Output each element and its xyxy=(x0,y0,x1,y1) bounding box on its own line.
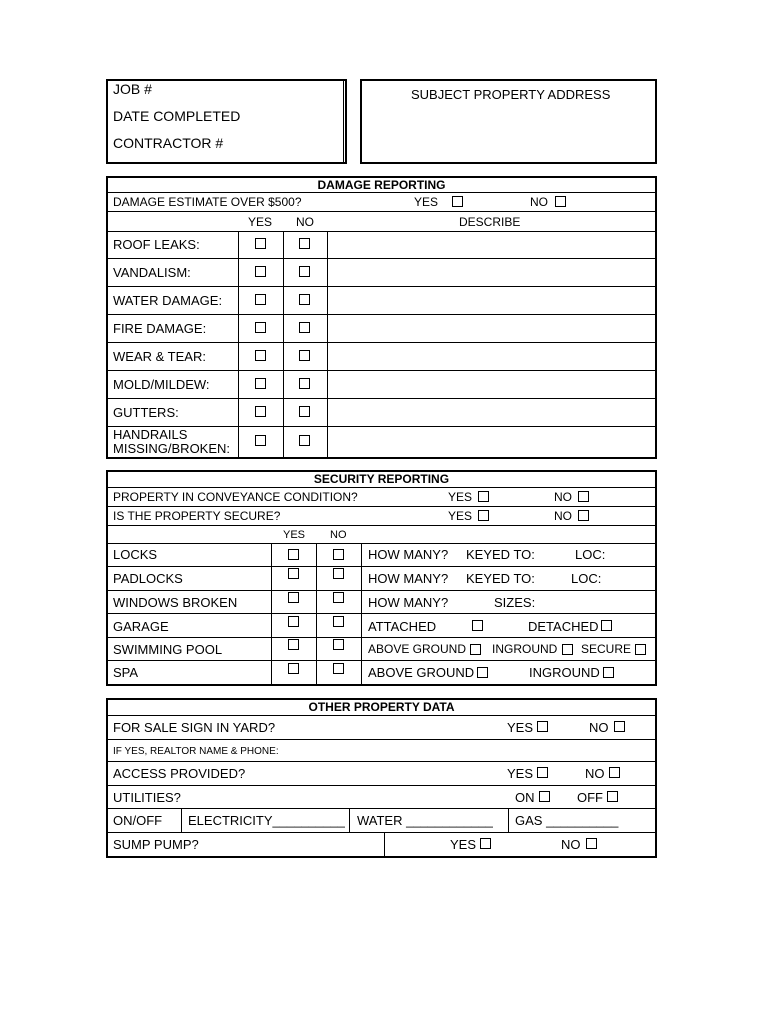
damage-row-label: VANDALISM: xyxy=(113,265,191,280)
conveyance-yes-label: YES xyxy=(448,490,473,504)
garage-attached-label: ATTACHED xyxy=(368,619,437,634)
fire-damage-yes-checkbox[interactable] xyxy=(255,322,266,333)
column-line xyxy=(327,231,328,458)
column-line xyxy=(316,543,317,685)
spa-label: SPA xyxy=(113,665,139,680)
windows-yes-checkbox[interactable] xyxy=(288,592,299,603)
sump-pump-no-label: NO xyxy=(561,837,581,852)
date-completed-label: DATE COMPLETED xyxy=(113,108,241,124)
padlocks-how-many: HOW MANY? xyxy=(368,571,449,586)
divider xyxy=(107,342,656,343)
pool-inground-checkbox[interactable] xyxy=(562,644,573,655)
damage-describe-header: DESCRIBE xyxy=(459,215,521,229)
divider xyxy=(107,660,656,661)
spa-above-ground-label: ABOVE GROUND xyxy=(368,665,475,680)
divider xyxy=(107,566,656,567)
divider xyxy=(107,258,656,259)
garage-no-checkbox[interactable] xyxy=(333,616,344,627)
pool-secure-checkbox[interactable] xyxy=(635,644,646,655)
wear-tear-yes-checkbox[interactable] xyxy=(255,350,266,361)
damage-estimate-yes-label: YES xyxy=(414,195,439,209)
pool-above-ground-checkbox[interactable] xyxy=(470,644,481,655)
pool-yes-checkbox[interactable] xyxy=(288,639,299,650)
garage-detached-checkbox[interactable] xyxy=(601,620,612,631)
contractor-number-label: CONTRACTOR # xyxy=(113,135,224,151)
divider xyxy=(107,231,656,232)
damage-estimate-no-checkbox[interactable] xyxy=(555,196,566,207)
pool-no-checkbox[interactable] xyxy=(333,639,344,650)
divider xyxy=(107,543,656,544)
handrails-label-line2: MISSING/BROKEN: xyxy=(113,441,231,456)
utilities-question: UTILITIES? xyxy=(113,790,181,805)
locks-loc: LOC: xyxy=(575,547,606,562)
windows-how-many: HOW MANY? xyxy=(368,595,449,610)
utilities-off-label: OFF xyxy=(577,790,603,805)
security-no-header: NO xyxy=(330,529,347,541)
conveyance-question: PROPERTY IN CONVEYANCE CONDITION? xyxy=(113,490,358,504)
garage-attached-checkbox[interactable] xyxy=(472,620,483,631)
divider xyxy=(107,370,656,371)
for-sale-yes-checkbox[interactable] xyxy=(537,721,548,732)
sump-pump-yes-checkbox[interactable] xyxy=(480,838,491,849)
divider xyxy=(107,426,656,427)
divider xyxy=(107,715,656,716)
water-damage-no-checkbox[interactable] xyxy=(299,294,310,305)
divider xyxy=(107,613,656,614)
locks-how-many: HOW MANY? xyxy=(368,547,449,562)
garage-detached-label: DETACHED xyxy=(528,619,599,634)
for-sale-yes-label: YES xyxy=(507,720,534,735)
secure-no-label: NO xyxy=(554,509,572,523)
divider xyxy=(107,637,656,638)
damage-reporting-title: DAMAGE REPORTING xyxy=(317,178,446,192)
pool-inground-label: INGROUND xyxy=(492,642,558,656)
column-line xyxy=(271,543,272,685)
locks-no-checkbox[interactable] xyxy=(333,549,344,560)
column-line xyxy=(238,231,239,458)
roof-leaks-yes-checkbox[interactable] xyxy=(255,238,266,249)
fire-damage-no-checkbox[interactable] xyxy=(299,322,310,333)
padlocks-label: PADLOCKS xyxy=(113,571,183,586)
spa-inground-checkbox[interactable] xyxy=(603,667,614,678)
damage-yes-header: YES xyxy=(248,215,273,229)
for-sale-no-label: NO xyxy=(589,720,609,735)
garage-yes-checkbox[interactable] xyxy=(288,616,299,627)
damage-estimate-yes-checkbox[interactable] xyxy=(452,196,463,207)
conveyance-no-checkbox[interactable] xyxy=(578,491,589,502)
column-line xyxy=(384,832,385,857)
spa-yes-checkbox[interactable] xyxy=(288,663,299,674)
property-address-label: SUBJECT PROPERTY ADDRESS xyxy=(411,87,611,102)
windows-sizes: SIZES: xyxy=(494,595,536,610)
spa-inground-label: INGROUND xyxy=(529,665,600,680)
padlocks-yes-checkbox[interactable] xyxy=(288,568,299,579)
security-yes-header: YES xyxy=(283,529,306,541)
vandalism-yes-checkbox[interactable] xyxy=(255,266,266,277)
water-field[interactable]: WATER ____________ xyxy=(357,813,493,828)
pool-above-ground-label: ABOVE GROUND xyxy=(368,642,467,656)
gutters-no-checkbox[interactable] xyxy=(299,406,310,417)
other-property-data-title: OTHER PROPERTY DATA xyxy=(308,700,455,714)
column-line xyxy=(181,808,182,832)
padlocks-no-checkbox[interactable] xyxy=(333,568,344,579)
spa-above-ground-checkbox[interactable] xyxy=(477,667,488,678)
column-line xyxy=(361,543,362,685)
divider xyxy=(107,192,656,193)
locks-label: LOCKS xyxy=(113,547,158,562)
job-info-box-inner-border xyxy=(343,81,344,162)
damage-row-label: MOLD/MILDEW: xyxy=(113,377,210,392)
realtor-info-label: IF YES, REALTOR NAME & PHONE: xyxy=(113,746,279,757)
sump-pump-question: SUMP PUMP? xyxy=(113,837,199,852)
property-secure-question: IS THE PROPERTY SECURE? xyxy=(113,509,281,523)
divider xyxy=(107,739,656,740)
access-no-checkbox[interactable] xyxy=(609,767,620,778)
secure-no-checkbox[interactable] xyxy=(578,510,589,521)
water-damage-yes-checkbox[interactable] xyxy=(255,294,266,305)
sump-pump-no-checkbox[interactable] xyxy=(586,838,597,849)
access-no-label: NO xyxy=(585,766,605,781)
for-sale-no-checkbox[interactable] xyxy=(614,721,625,732)
divider xyxy=(107,506,656,507)
column-line xyxy=(349,808,350,832)
windows-broken-label: WINDOWS BROKEN xyxy=(113,595,238,610)
utilities-off-checkbox[interactable] xyxy=(607,791,618,802)
mold-mildew-yes-checkbox[interactable] xyxy=(255,378,266,389)
roof-leaks-no-checkbox[interactable] xyxy=(299,238,310,249)
padlocks-keyed-to: KEYED TO: xyxy=(466,571,535,586)
divider xyxy=(107,398,656,399)
damage-estimate-no-label: NO xyxy=(530,195,548,209)
security-reporting-title: SECURITY REPORTING xyxy=(313,472,450,486)
damage-row-label: WEAR & TEAR: xyxy=(113,349,206,364)
sump-pump-yes-label: YES xyxy=(450,837,477,852)
gas-field[interactable]: GAS __________ xyxy=(515,813,619,828)
secure-yes-checkbox[interactable] xyxy=(478,510,489,521)
spa-no-checkbox[interactable] xyxy=(333,663,344,674)
conveyance-yes-checkbox[interactable] xyxy=(478,491,489,502)
divider xyxy=(107,832,656,833)
locks-yes-checkbox[interactable] xyxy=(288,549,299,560)
swimming-pool-label: SWIMMING POOL xyxy=(113,642,223,657)
divider xyxy=(107,808,656,809)
handrails-yes-checkbox[interactable] xyxy=(255,435,266,446)
for-sale-sign-question: FOR SALE SIGN IN YARD? xyxy=(113,720,276,735)
padlocks-loc: LOC: xyxy=(571,571,602,586)
access-yes-label: YES xyxy=(507,766,534,781)
job-number-label: JOB # xyxy=(113,81,152,97)
wear-tear-no-checkbox[interactable] xyxy=(299,350,310,361)
damage-reporting-section xyxy=(106,176,657,459)
utilities-on-label: ON xyxy=(515,790,535,805)
electricity-field[interactable]: ELECTRICITY__________ xyxy=(188,813,345,828)
garage-label: GARAGE xyxy=(113,619,169,634)
access-provided-question: ACCESS PROVIDED? xyxy=(113,766,246,781)
damage-row-label: ROOF LEAKS: xyxy=(113,237,200,252)
locks-keyed-to: KEYED TO: xyxy=(466,547,535,562)
windows-no-checkbox[interactable] xyxy=(333,592,344,603)
divider xyxy=(107,487,656,488)
pool-secure-label: SECURE xyxy=(581,642,632,656)
vandalism-no-checkbox[interactable] xyxy=(299,266,310,277)
conveyance-no-label: NO xyxy=(554,490,572,504)
divider xyxy=(107,590,656,591)
utilities-on-checkbox[interactable] xyxy=(539,791,550,802)
divider xyxy=(107,211,656,212)
damage-row-label: GUTTERS: xyxy=(113,405,179,420)
divider xyxy=(107,761,656,762)
damage-estimate-label: DAMAGE ESTIMATE OVER $500? xyxy=(113,195,302,209)
divider xyxy=(107,525,656,526)
gutters-yes-checkbox[interactable] xyxy=(255,406,266,417)
handrails-label-line1: HANDRAILS xyxy=(113,427,188,442)
column-line xyxy=(283,231,284,458)
divider xyxy=(107,286,656,287)
on-off-label: ON/OFF xyxy=(113,813,163,828)
mold-mildew-no-checkbox[interactable] xyxy=(299,378,310,389)
damage-row-label: WATER DAMAGE: xyxy=(113,293,223,308)
damage-no-header: NO xyxy=(296,215,314,229)
damage-row-label: FIRE DAMAGE: xyxy=(113,321,207,336)
divider xyxy=(107,314,656,315)
column-line xyxy=(508,808,509,832)
handrails-no-checkbox[interactable] xyxy=(299,435,310,446)
secure-yes-label: YES xyxy=(448,509,473,523)
access-yes-checkbox[interactable] xyxy=(537,767,548,778)
divider xyxy=(107,785,656,786)
